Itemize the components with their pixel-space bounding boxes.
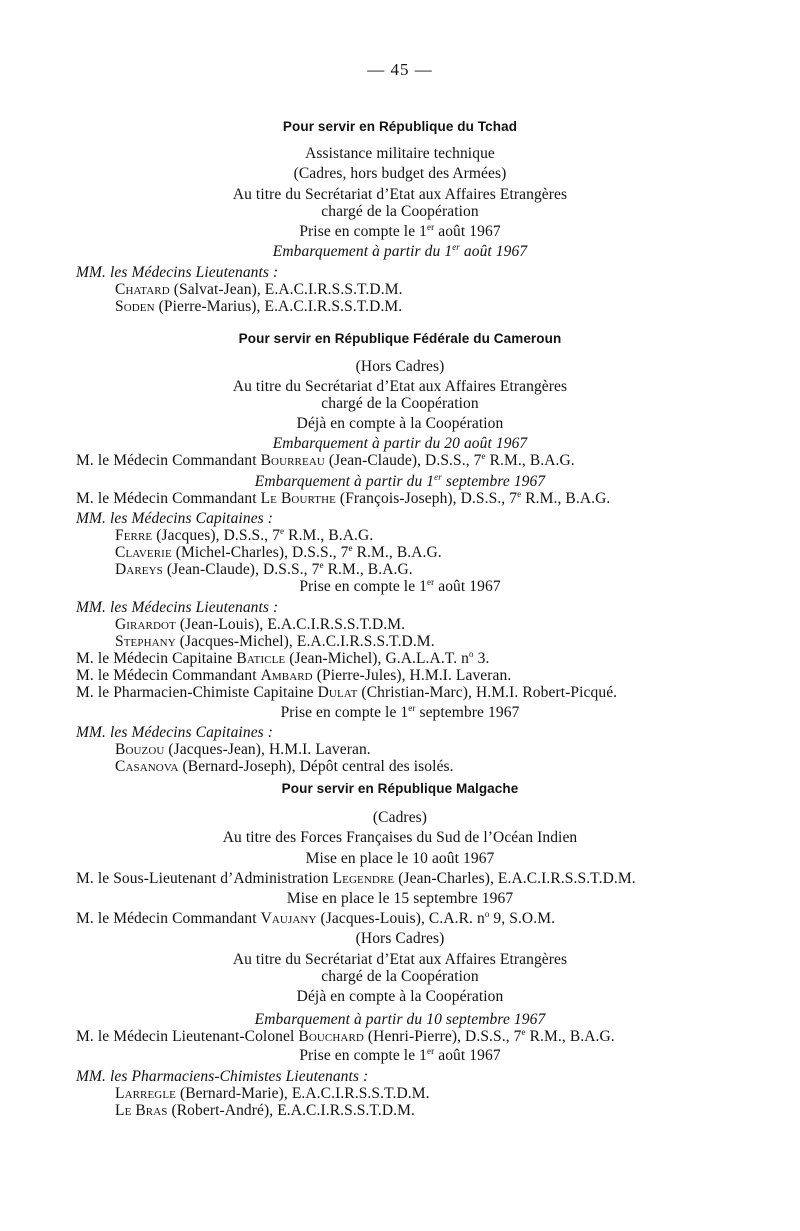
text-line: Bouzou (Jacques-Jean), H.M.I. Laveran. bbox=[115, 741, 371, 758]
text-line: Déjà en compte à la Coopération bbox=[296, 988, 504, 1005]
text-line: M. le Médecin Lieutenant-Colonel Bouchard (Henri-Pierre), D.S.S., 7e R.M., B.A.G. bbox=[76, 1027, 615, 1045]
text-line: chargé de la Coopération bbox=[321, 395, 479, 412]
text-line: Stephany (Jacques-Michel), E.A.C.I.R.S.S.T.D.M. bbox=[115, 633, 435, 650]
text-line: Embarquement à partir du 1er septembre 1967 bbox=[254, 472, 546, 490]
text-line: M. le Médecin Commandant Bourreau (Jean-Claude), D.S.S., 7e R.M., B.A.G. bbox=[76, 451, 575, 469]
text-line: Le Bras (Robert-André), E.A.C.I.R.S.S.T.D.M. bbox=[115, 1102, 416, 1119]
text-line: Mise en place le 15 septembre 1967 bbox=[286, 890, 514, 907]
text-line: Casanova (Bernard-Joseph), Dépôt central des isolés. bbox=[115, 758, 454, 775]
text-line: Au titre des Forces Françaises du Sud de l’Océan Indien bbox=[222, 829, 578, 846]
text-line: (Cadres) bbox=[372, 809, 428, 826]
text-line: M. le Médecin Commandant Ambard (Pierre-Jules), H.M.I. Laveran. bbox=[76, 667, 512, 684]
text-line: MM. les Médecins Capitaines : bbox=[76, 510, 274, 527]
text-line: Prise en compte le 1er août 1967 bbox=[299, 577, 501, 595]
text-line: M. le Médecin Capitaine Baticle (Jean-Michel), G.A.L.A.T. $n^o$ 3. bbox=[76, 649, 490, 667]
text-line: Ferre (Jacques), D.S.S., 7e R.M., B.A.G. bbox=[115, 526, 374, 544]
text-line: Soden (Pierre-Marius), E.A.C.I.R.S.S.T.D.M. bbox=[115, 298, 403, 315]
text-line: chargé de la Coopération bbox=[321, 968, 479, 985]
text-line: MM. les Médecins Lieutenants : bbox=[76, 264, 279, 281]
text-line: MM. les Médecins Capitaines : bbox=[76, 724, 274, 741]
text-line: Claverie (Michel-Charles), D.S.S., 7e R.M., B.A.G. bbox=[115, 543, 442, 561]
text-line: M. le Pharmacien-Chimiste Capitaine Dulat (Christian-Marc), H.M.I. Robert-Picqué. bbox=[76, 684, 618, 701]
text-line: MM. les Médecins Lieutenants : bbox=[76, 599, 279, 616]
text-line: Au titre du Secrétariat d’Etat aux Affaires Etrangères bbox=[232, 186, 568, 203]
text-line: Embarquement à partir du 20 août 1967 bbox=[272, 435, 528, 452]
text-line: Déjà en compte à la Coopération bbox=[296, 415, 504, 432]
page-number: — 45 — bbox=[367, 60, 433, 79]
text-line: Chatard (Salvat-Jean), E.A.C.I.R.S.S.T.D.M. bbox=[115, 281, 403, 298]
text-line: Prise en compte le 1er septembre 1967 bbox=[280, 703, 520, 721]
text-line: Girardot (Jean-Louis), E.A.C.I.R.S.S.T.D.M. bbox=[115, 616, 406, 633]
text-line: chargé de la Coopération bbox=[321, 203, 479, 220]
text-line: Mise en place le 10 août 1967 bbox=[305, 850, 495, 867]
text-line: Prise en compte le 1er août 1967 bbox=[299, 222, 501, 240]
text-line: Embarquement à partir du 10 septembre 1967 bbox=[254, 1011, 546, 1028]
text-line: M. le Sous-Lieutenant d’Administration Legendre (Jean-Charles), E.A.C.I.R.S.S.T.D.M. bbox=[76, 870, 636, 887]
section-heading: Pour servir en République Fédérale du Cameroun bbox=[238, 331, 562, 346]
text-line: (Cadres, hors budget des Armées) bbox=[293, 165, 507, 182]
text-line: (Hors Cadres) bbox=[355, 930, 445, 947]
text-line: Dareys (Jean-Claude), D.S.S., 7e R.M., B.A.G. bbox=[115, 560, 413, 578]
text-line: Larregle (Bernard-Marie), E.A.C.I.R.S.S.T.D.M. bbox=[115, 1085, 430, 1102]
text-line: M. le Médecin Commandant Le Bourthe (François-Joseph), D.S.S., 7e R.M., B.A.G. bbox=[76, 489, 611, 507]
text-line: Embarquement à partir du 1er août 1967 bbox=[272, 242, 528, 260]
text-line: MM. les Pharmaciens-Chimistes Lieutenants : bbox=[76, 1068, 369, 1085]
text-line: Prise en compte le 1er août 1967 bbox=[299, 1046, 501, 1064]
text-line: Assistance militaire technique bbox=[305, 145, 495, 162]
text-line: Au titre du Secrétariat d’Etat aux Affaires Etrangères bbox=[232, 951, 568, 968]
text-line: (Hors Cadres) bbox=[355, 358, 445, 375]
text-line: M. le Médecin Commandant Vaujany (Jacques-Louis), C.A.R. $n^o$ 9, S.O.M. bbox=[76, 909, 556, 927]
section-heading: Pour servir en République Malgache bbox=[281, 781, 519, 796]
text-line: Au titre du Secrétariat d’Etat aux Affaires Etrangères bbox=[232, 378, 568, 395]
section-heading: Pour servir en République du Tchad bbox=[282, 119, 518, 134]
